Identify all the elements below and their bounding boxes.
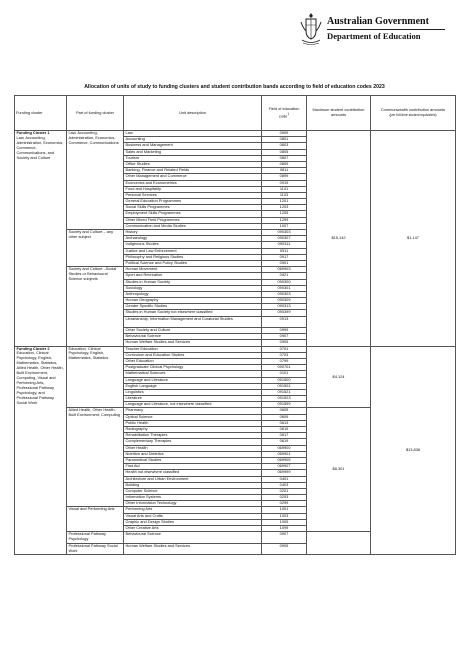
unit-description: Other Information Technology	[125, 500, 177, 506]
unit-description: Justice and Law Enforcement	[125, 248, 177, 253]
unit-description: Behavioural Science	[125, 531, 161, 537]
unit-description: Teacher Education	[125, 346, 158, 351]
unit-description: Information Systems	[125, 494, 161, 500]
unit-description: Health not elsewhere classified	[125, 469, 180, 475]
unit-description: Employment Skills Programmes	[125, 210, 181, 216]
funding-part-cell: Law, Accounting, Administration, Economics, Commerce, Communications	[67, 131, 124, 230]
unit-description: First Aid	[125, 463, 140, 469]
field-of-education-code: 1099	[262, 526, 307, 532]
field-of-education-code: 0917	[262, 254, 307, 260]
table-header-row	[15, 96, 456, 131]
header-cw-label: Commonwealth contribution amounts	[380, 107, 446, 113]
max-contribution-amount: $8,301	[307, 408, 371, 532]
field-of-education-code: 090301	[262, 285, 307, 291]
unit-description: Mathematical Sciences	[125, 370, 166, 376]
unit-description: Postgraduate Clinical Psychology	[125, 364, 184, 370]
field-of-education-code: 0919	[262, 180, 307, 186]
header-cw-contribution	[371, 96, 456, 131]
field-of-education-code: 0803	[262, 143, 307, 149]
unit-description: Optical Science	[125, 414, 153, 419]
field-of-education-code: 091599	[262, 402, 307, 408]
page-title: Allocation of units of study to funding clusters and student contribution bands according to field of education codes 2023	[84, 84, 385, 90]
field-of-education-code: 090300	[262, 279, 307, 285]
unit-description: Food and Hospitality	[125, 186, 161, 191]
field-of-education-code: 069999	[262, 470, 307, 476]
unit-description: Radiography	[125, 426, 148, 432]
field-of-education-code: 090309	[262, 298, 307, 304]
unit-description: Graphic and Design Studies	[125, 519, 174, 524]
unit-description: History	[125, 229, 138, 234]
unit-description: Literature	[125, 395, 142, 401]
field-of-education-code: 091500	[262, 377, 307, 383]
unit-description: Business and Management	[125, 142, 173, 148]
unit-description: Sociology	[125, 285, 143, 290]
unit-description: Language and Literature, not elsewhere classified	[125, 401, 212, 407]
commonwealth-contribution-amount: $13,836	[371, 346, 456, 554]
field-of-education-code: 0613	[262, 420, 307, 426]
funding-cluster-description: Education, Clinical Psychology, English, Mathematics, Statistics, Allied Health, Other Health, Built Environment, Computing, Visual and Performing Arts, Professional Pathway Psychology, and Professional Pathway Social Work	[16, 350, 64, 405]
field-of-education-code: 0909	[262, 131, 307, 137]
field-of-education-code: 091521	[262, 389, 307, 395]
header-unit-description: Unit description	[124, 96, 262, 131]
field-of-education-code: 069901	[262, 451, 307, 457]
unit-description: Accounting	[125, 136, 145, 142]
unit-description: Rehabilitation Therapies	[125, 432, 168, 438]
field-of-education-code: 1205	[262, 211, 307, 217]
unit-description: Sport and Recreation	[125, 272, 163, 278]
header-cw-note: (per full-time student equivalent)	[389, 113, 437, 117]
unit-description: English Language	[125, 383, 157, 388]
unit-description: Computer Science	[125, 488, 158, 493]
field-of-education-code: 1201	[262, 199, 307, 205]
funding-cluster-name: Funding Cluster 1	[16, 130, 50, 135]
unit-description: Sales and Marketing	[125, 149, 161, 154]
field-of-education-code: 0299	[262, 501, 307, 507]
funding-cluster-cell	[15, 131, 67, 347]
field-of-education-code: 0101	[262, 371, 307, 377]
field-of-education-code: 0809	[262, 161, 307, 167]
field-of-education-code: 090701	[262, 365, 307, 371]
field-of-education-code: 0401	[262, 476, 307, 482]
unit-description: Behavioural Science	[125, 333, 161, 339]
funding-part-cell: Visual and Performing Arts	[67, 507, 124, 532]
field-of-education-code: 0811	[262, 168, 307, 174]
government-logo	[300, 12, 450, 48]
unit-description: Human Welfare Studies and Services	[125, 339, 191, 345]
field-of-education-code: 0805	[262, 149, 307, 155]
funding-cluster-description: Law, Accounting, Administration, Economics, Commerce, Communications, and Society and Culture	[16, 134, 64, 160]
field-of-education-code: 0619	[262, 439, 307, 445]
field-of-education-code: 1007	[262, 223, 307, 229]
unit-description: Human Welfare Studies and Services	[125, 543, 191, 548]
unit-description: Banking, Finance and Related Fields	[125, 167, 190, 173]
field-of-education-code: 1005	[262, 519, 307, 525]
unit-description: Paramedical Studies	[125, 457, 162, 462]
field-of-education-code: 0403	[262, 482, 307, 488]
logo-divider	[327, 29, 445, 30]
unit-description: Anthropology	[125, 291, 149, 296]
funding-part-cell: Allied Health, Other Health, Built Environment, Computing	[67, 408, 124, 507]
unit-description: Other Mixed Field Programmes	[125, 217, 180, 222]
header-max-contribution: Maximum student contribution amounts	[307, 96, 371, 131]
unit-description: Economics and Econometrics	[125, 180, 177, 185]
unit-description-cell	[124, 543, 262, 554]
field-of-education-code: 0899	[262, 174, 307, 180]
max-contribution-cell	[307, 532, 371, 555]
field-of-education-code: 069903	[262, 267, 307, 273]
field-of-education-code: 090313	[262, 304, 307, 310]
field-of-education-code: 0801	[262, 137, 307, 143]
field-of-education-code: 0701	[262, 346, 307, 352]
funding-part-cell: Professional Pathway Psychology	[67, 532, 124, 543]
unit-description: Architecture and Urban Environment	[125, 476, 189, 481]
unit-description: General Education Programmes	[125, 198, 182, 204]
field-of-education-code: 0617	[262, 433, 307, 439]
header-field-of-education	[262, 96, 307, 131]
field-of-education-code: 0605	[262, 408, 307, 414]
field-of-education-code: 0901	[262, 260, 307, 266]
field-of-education-code: 1001	[262, 507, 307, 513]
unit-description-cell	[124, 316, 262, 327]
funding-allocation-table	[14, 95, 456, 555]
unit-description: Communication and Media Studies	[125, 223, 186, 228]
field-of-education-code: 0907	[262, 532, 307, 543]
field-of-education-code: 0201	[262, 488, 307, 494]
unit-description: Office Studies	[125, 161, 150, 166]
field-of-education-code: 0609	[262, 414, 307, 420]
field-of-education-code: 069905	[262, 457, 307, 463]
unit-description: Law	[125, 130, 133, 135]
field-of-education-code: 091501	[262, 383, 307, 389]
funding-part-cell: Education, Clinical Psychology, English, Mathematics, Statistics	[67, 346, 124, 408]
field-of-education-code: 0999	[262, 328, 307, 334]
field-of-education-code: 090303	[262, 230, 307, 236]
funding-part-cell: Society and Culture – any other subject	[67, 230, 124, 267]
unit-description: Archaeology	[125, 235, 148, 241]
field-of-education-code: 090311	[262, 242, 307, 248]
field-of-education-code: 0703	[262, 352, 307, 358]
field-of-education-code: 0907	[262, 334, 307, 340]
field-of-education-code: 069907	[262, 464, 307, 470]
commonwealth-contribution-amount: $1,147	[371, 131, 456, 347]
unit-description: Building	[125, 482, 140, 487]
field-of-education-code: 0921	[262, 273, 307, 279]
unit-description: Language and Literature	[125, 377, 168, 382]
unit-description: Linguistics	[125, 389, 144, 394]
field-of-education-code: 090307	[262, 236, 307, 242]
unit-description: Public Health	[125, 420, 149, 425]
unit-description: Studies in Human Society	[125, 279, 171, 284]
unit-description: Social Skills Programmes	[125, 204, 170, 210]
coat-of-arms-icon	[300, 12, 322, 46]
unit-description: Human Movement	[125, 266, 158, 272]
header-part: Part of funding cluster	[67, 96, 124, 131]
max-contribution-amount: $4,124	[307, 346, 371, 408]
field-of-education-code: 1203	[262, 205, 307, 211]
field-of-education-code: 1101	[262, 186, 307, 192]
field-of-education-code: 1003	[262, 513, 307, 519]
field-of-education-code: 0905	[262, 543, 307, 554]
field-of-education-code: 0615	[262, 427, 307, 433]
field-of-education-code: 069900	[262, 445, 307, 451]
unit-description: Other Education	[125, 358, 154, 363]
unit-description: Pharmacy	[125, 407, 144, 413]
unit-description: Complementary Therapies	[125, 438, 172, 444]
field-of-education-code: 0807	[262, 155, 307, 161]
unit-description: Curriculum and Education Studies	[125, 352, 185, 357]
unit-description: Human Geography	[125, 297, 159, 303]
unit-description: Personal Services	[125, 192, 157, 197]
unit-description-cell	[124, 532, 262, 543]
funding-cluster-cell	[15, 346, 67, 554]
unit-description: Philosophy and Religious Studies	[125, 254, 184, 259]
field-of-education-code: 090399	[262, 310, 307, 316]
funding-part-cell: Society and Culture –Social Studies or Behavioural Science subjects	[67, 267, 124, 346]
unit-description: Political Science and Policy Studies	[125, 260, 187, 265]
unit-description: Other Society and Culture	[125, 327, 171, 333]
header-foe-note: 1	[287, 111, 290, 116]
field-of-education-code: 1299	[262, 217, 307, 223]
unit-description: Nutrition and Dietetics	[125, 451, 164, 456]
funding-cluster-name: Funding Cluster 2	[16, 345, 50, 351]
funding-part-cell: Professional Pathway Social Work	[67, 543, 124, 554]
field-of-education-code: 090303	[262, 291, 307, 297]
field-of-education-code: 091523	[262, 396, 307, 402]
unit-description: Performing Arts	[125, 506, 153, 512]
field-of-education-code: 0203	[262, 495, 307, 501]
field-of-education-code: 0913	[262, 316, 307, 327]
department-name: Department of Education	[327, 31, 421, 41]
field-of-education-code: 0905	[262, 340, 307, 346]
table-body	[15, 131, 456, 555]
unit-description: Other Creative Arts	[125, 525, 159, 531]
unit-description: Indigenous Studies	[125, 241, 159, 247]
field-of-education-code: 0911	[262, 248, 307, 254]
unit-description: Gender Specific Studies	[125, 303, 168, 309]
header-funding-cluster: Funding cluster	[15, 96, 67, 131]
unit-description: Visual Arts and Crafts	[125, 513, 163, 518]
field-of-education-code: 1103	[262, 192, 307, 198]
field-of-education-code: 0799	[262, 358, 307, 364]
unit-description: Studies in Human Society not elsewhere classified	[125, 309, 213, 315]
unit-description: Librarianship, Information Management and Curatorial Studies	[125, 316, 233, 321]
government-name: Australian Government	[327, 16, 429, 27]
unit-description: Other Management and Commerce	[125, 173, 187, 179]
unit-description: Other Health	[125, 445, 148, 450]
header-foe-label: Field of education code	[268, 105, 300, 119]
unit-description: Tourism	[125, 155, 140, 160]
max-contribution-amount: $15,142	[307, 131, 371, 347]
